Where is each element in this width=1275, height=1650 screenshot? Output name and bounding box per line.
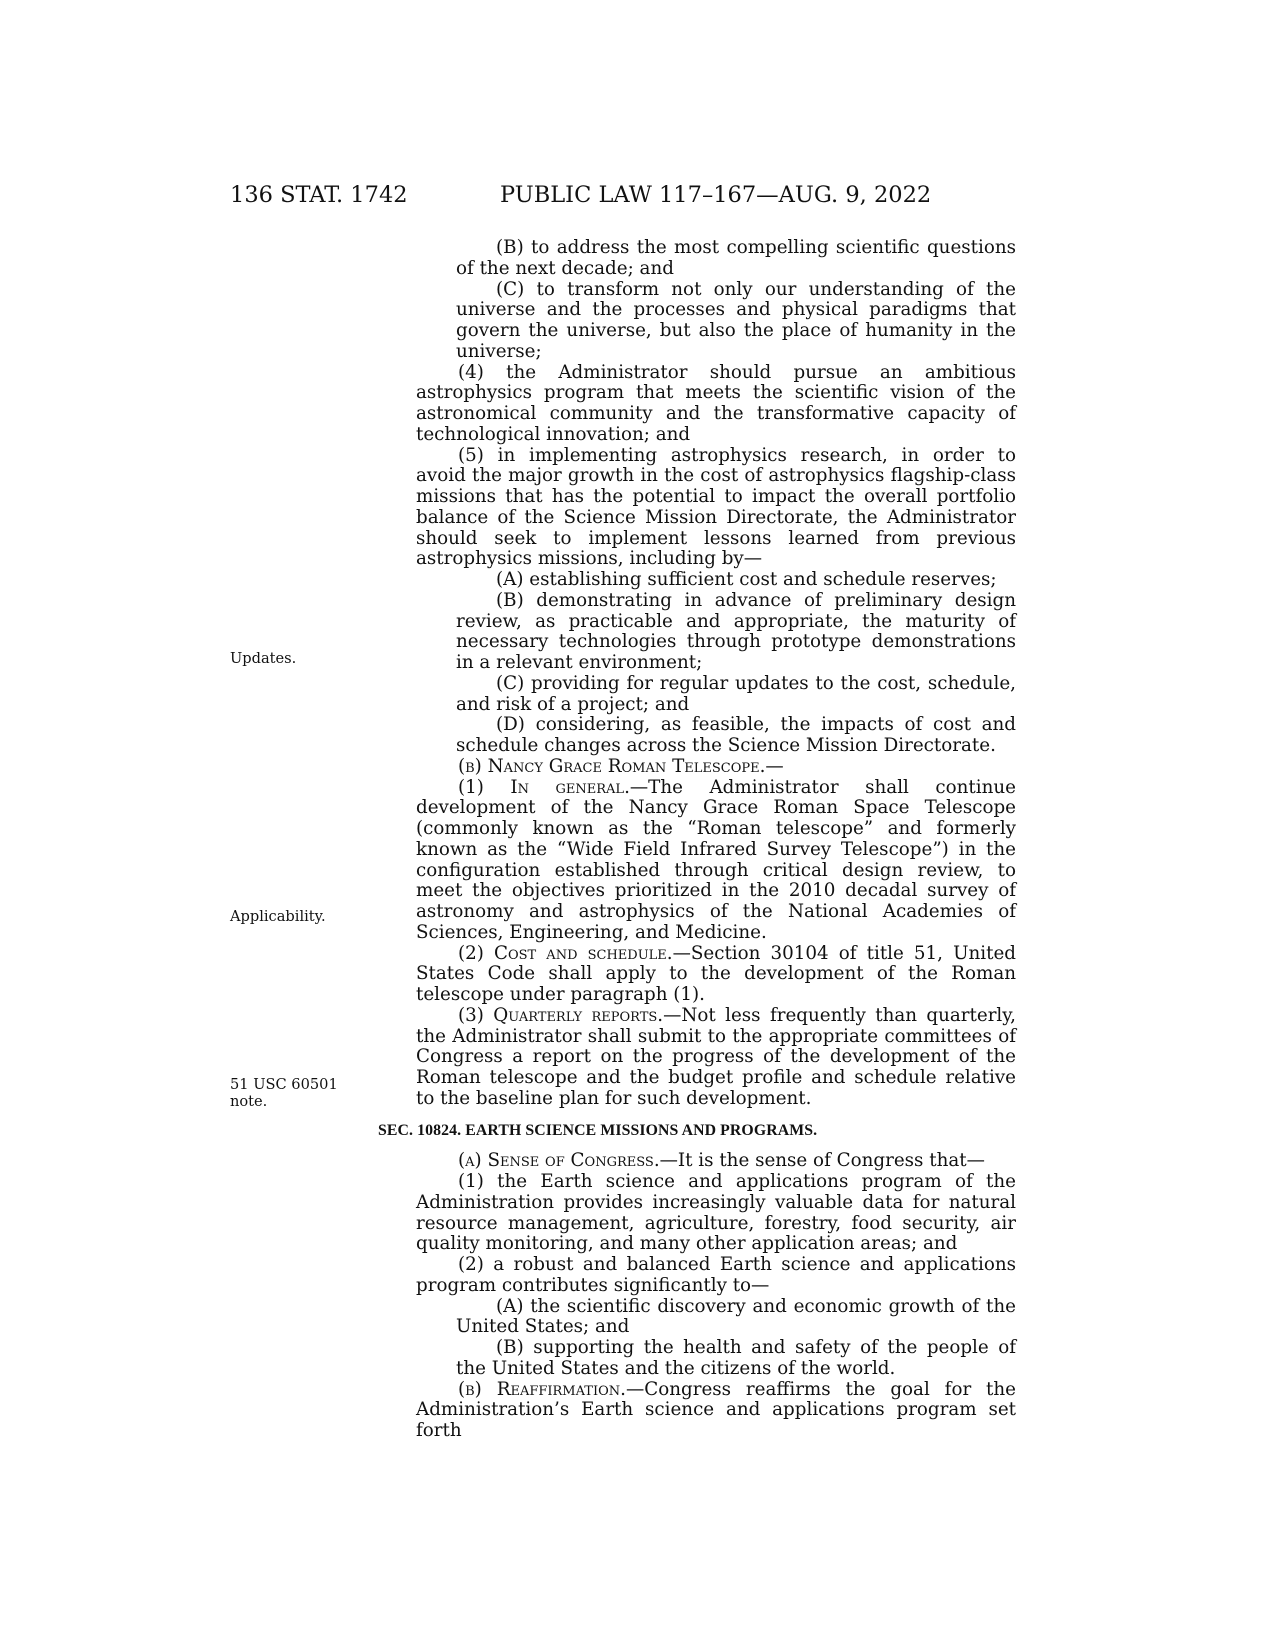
paragraph-text: —It is the sense of Congress that— (659, 1150, 985, 1172)
paragraph-heading: (a) Sense of Congress. (458, 1150, 660, 1172)
paragraph-heading: (3) Quarterly reports. (458, 1004, 664, 1026)
paragraph-text: —Not less frequently than quarterly, the Administrator shall submit to the appropriate committees of Congress a report on the progress of the development of the Roman telescope and the budget profile and schedule relative to the baseline plan for such development. (416, 1004, 1016, 1109)
subparagraph-d-impacts: (D) considering, as feasible, the impacts of cost and schedule changes across the Science Mission Directorate. (456, 714, 1016, 756)
paragraph-2-cost-schedule (416, 944, 1016, 1006)
paragraph-text: —The Administrator shall continue development of the Nancy Grace Roman Space Telescope (commonly known as the “Roman telescope” and formerly known as the “Wide Field Infrared Survey Telescope”) in the configuration established through critical design review, to meet the objectives prioritized in the 2010 decadal survey of astronomy and astrophysics of the National Academies of Sciences, Engineering, and Medicine. (416, 776, 1016, 943)
subparagraph-b-technologies: (B) demonstrating in advance of preliminary design review, as practicable and appropriate, the maturity of necessary technologies through prototype demonstrations in a relevant environment; (456, 589, 1016, 673)
subparagraph-c-updates: (C) providing for regular updates to the cost, schedule, and risk of a project; and (456, 672, 1016, 715)
paragraph-4-ambitious-program: (4) the Administrator should pursue an ambitious astrophysics program that meets the scientific vision of the astronomical community and the transformative capacity of technological innovation; and (416, 361, 1016, 445)
document-body (378, 237, 1016, 1442)
paragraph-heading: (b) Reaffirmation. (458, 1378, 626, 1400)
paragraph-b-compelling-questions: (B) to address the most compelling scientific questions of the next decade; and (456, 237, 1016, 279)
paragraph-1-in-general (416, 778, 1016, 944)
subsection-a-sense-of-congress (416, 1151, 1016, 1172)
subparagraph-b-health-safety: (B) supporting the health and safety of the people of the United States and the citizens of the world. (456, 1337, 1016, 1379)
paragraph-5-lessons-learned: (5) in implementing astrophysics research, in order to avoid the major growth in the cost of astrophysics flagship-class missions that has the potential to impact the overall portfolio balance of the Science Mission Directorate, the Administrator should seek to implement lessons learned from previous astrophysics missions, including by— (416, 444, 1016, 570)
paragraph-heading: (1) In general. (458, 776, 630, 798)
page-reference: 136 STAT. 1742 (230, 182, 408, 208)
paragraph-1-earth-science-program: (1) the Earth science and applications program of the Administration provides increasingly valuable data for natural resource management, agriculture, forestry, food security, air quality monitoring, and many other application areas; and (416, 1171, 1016, 1255)
paragraph-2-robust-program: (2) a robust and balanced Earth science and applications program contributes significantly to— (416, 1254, 1016, 1296)
usc-reference-note: note. (230, 1093, 268, 1110)
paragraph-text: —Congress reaffirms the goal for the Administration’s Earth science and applications program set forth (416, 1378, 1016, 1441)
subsection-b-roman-telescope: (b) Nancy Grace Roman Telescope.— (458, 755, 784, 777)
paragraph-heading: (2) Cost and schedule. (458, 942, 673, 964)
usc-reference-line: 51 USC 60501 (230, 1076, 338, 1093)
margin-note-usc-reference (230, 1076, 338, 1110)
page-header-title: PUBLIC LAW 117–167—AUG. 9, 2022 (500, 182, 932, 208)
subsection-b-reaffirmation (416, 1380, 1016, 1442)
paragraph-3-quarterly-reports (416, 1006, 1016, 1110)
margin-note-applicability: Applicability. (230, 908, 326, 925)
section-heading: SEC. 10824. EARTH SCIENCE MISSIONS AND PROGRAMS. (378, 1121, 818, 1139)
subparagraph-a-reserves: (A) establishing sufficient cost and schedule reserves; (496, 569, 997, 590)
paragraph-c-transform: (C) to transform not only our understanding of the universe and the processes and physical paradigms that govern the universe, but also the place of humanity in the universe; (456, 278, 1016, 362)
margin-note-updates: Updates. (230, 650, 297, 667)
subparagraph-a-discovery-growth: (A) the scientific discovery and economic growth of the United States; and (456, 1295, 1016, 1338)
paragraph-text: —Section 30104 of title 51, United States Code shall apply to the development of the Roman telescope under paragraph (1). (416, 942, 1016, 1005)
